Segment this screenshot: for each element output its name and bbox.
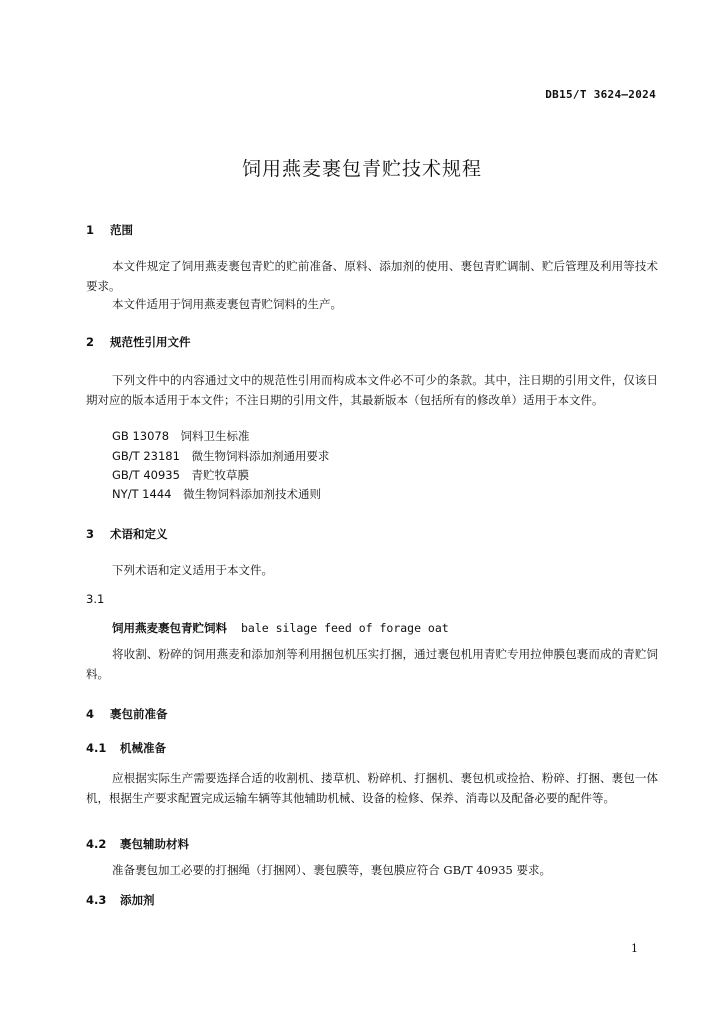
section-1-paragraph-1: 本文件规定了饲用燕麦裹包青贮的贮前准备、原料、添加剂的使用、裹包青贮调制、贮后管理及利用等技术要求。 [86,259,658,293]
section-3-paragraph-1: 下列术语和定义适用于本文件。 [112,563,273,577]
section-1-heading [86,222,133,238]
section-title: 裹包前准备 [110,707,168,721]
document-title: 饲用燕麦裹包青贮技术规程 [241,158,482,180]
section-2-paragraph-1: 下列文件中的内容通过文中的规范性引用而构成本文件必不可少的条款。其中，注日期的引用文件，仅该日期对应的版本适用于本文件；不注日期的引用文件，其最新版本（包括所有的修改单）适用于本文件。 [86,373,658,407]
section-title: 术语和定义 [110,527,168,541]
term-definition: 将收割、粉碎的饲用燕麦和添加剂等利用捆包机压实打捆，通过裹包机用青贮专用拉伸膜包裹而成的青贮饲料。 [86,647,658,681]
term-number: 3.1 [86,592,105,606]
reference-item: GB 13078 饲料卫生标准 [112,429,250,443]
section-1-paragraph-2: 本文件适用于饲用燕麦裹包青贮饲料的生产。 [112,297,342,311]
standard-code: DB15/T 3624—2024 [545,88,656,101]
term-chinese: 饲用燕麦裹包青贮饲料 [112,621,227,635]
subsection-4-1-heading [86,740,166,756]
term-english: bale silage feed of forage oat [241,621,449,635]
section-2-heading [86,334,191,350]
section-number: 4 [86,707,95,721]
section-title: 范围 [110,223,134,237]
subsection-4-3-heading [86,892,155,908]
subsection-title: 添加剂 [120,893,155,907]
section-4-heading [86,706,168,722]
section-number: 1 [86,223,95,237]
subsection-4-1-paragraph: 应根据实际生产需要选择合适的收割机、搂草机、粉碎机、打捆机、裹包机或捡拾、粉碎、打捆、裹包一体机，根据生产要求配置完成运输车辆等其他辅助机械、设备的检修、保养、消毒以及配备必要的配件等。 [86,771,658,805]
section-3-heading [86,526,168,542]
term-entry [112,620,449,636]
page-number: 1 [631,942,638,955]
subsection-title: 裹包辅助材料 [120,837,190,851]
reference-item: GB/T 23181 微生物饲料添加剂通用要求 [112,449,330,463]
subsection-4-2-paragraph: 准备裹包加工必要的打捆绳（打捆网）、裹包膜等，裹包膜应符合 GB/T 40935 要求。 [112,863,551,877]
subsection-4-2-heading [86,836,189,852]
subsection-number: 4.1 [86,741,107,755]
section-number: 3 [86,527,95,541]
reference-item: GB/T 40935 青贮牧草膜 [112,468,249,482]
reference-item: NY/T 1444 微生物饲料添加剂技术通则 [112,487,321,501]
section-number: 2 [86,335,95,349]
subsection-title: 机械准备 [120,741,167,755]
subsection-number: 4.3 [86,893,107,907]
section-title: 规范性引用文件 [110,335,191,349]
subsection-number: 4.2 [86,837,107,851]
